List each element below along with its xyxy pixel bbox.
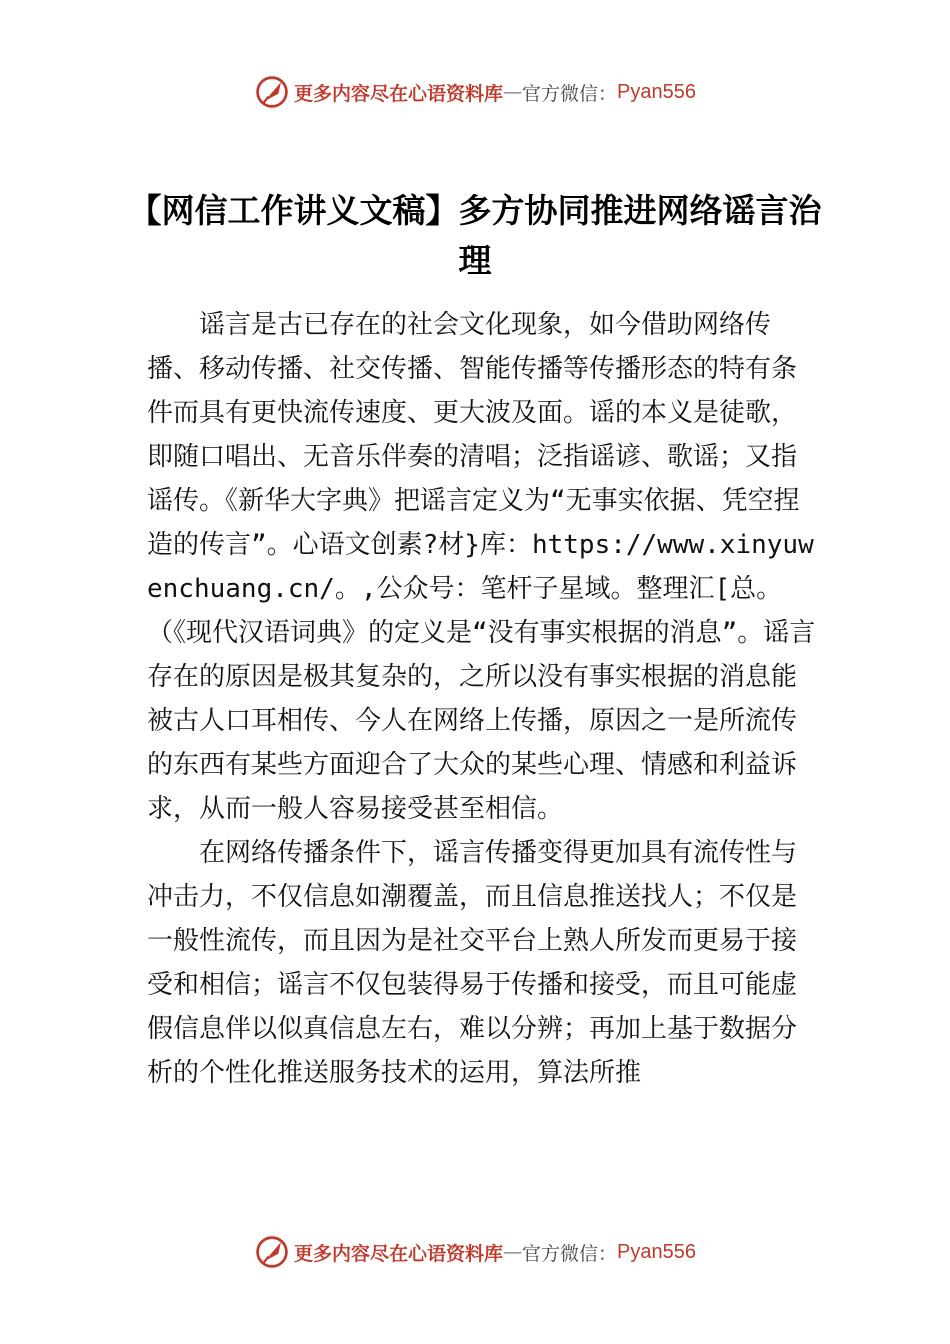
footer-contact-label: 官方微信： bbox=[522, 1242, 618, 1265]
document-title: 【网信工作讲义文稿】多方协同推进网络谣言治理 bbox=[128, 191, 822, 281]
footer-banner bbox=[0, 1232, 950, 1272]
body-paragraph-2: 在网络传播条件下，谣言传播变得更加具有流传性与冲击力，不仅信息如潮覆盖，而且信息推送找人；不仅是一般性流传，而且因为是社交平台上熟人所发而更易于接受和相信；谣言不仅包装得易于传播和接受，而且可能虚假信息伴以似真信息左右，难以分辨；再加上基于数据分析的个性化推送服务技术的运用，算法所推 bbox=[147, 838, 798, 1088]
header-banner bbox=[0, 72, 950, 112]
quill-logo-icon bbox=[254, 1234, 290, 1270]
document-body bbox=[147, 303, 819, 1095]
quill-logo-icon bbox=[254, 74, 290, 110]
header-promo-text: 更多内容尽在心语资料库 bbox=[294, 82, 504, 105]
header-contact-id: Pyan556 bbox=[617, 80, 696, 103]
footer-separator: — bbox=[503, 1241, 523, 1263]
header-separator: — bbox=[503, 81, 523, 103]
footer-promo-text: 更多内容尽在心语资料库 bbox=[294, 1242, 504, 1265]
header-contact-label: 官方微信： bbox=[522, 82, 618, 105]
body-paragraph-1: 谣言是古已存在的社会文化现象，如今借助网络传播、移动传播、社交传播、智能传播等传播形态的特有条件而具有更快流传速度、更大波及面。谣的本义是徒歌，即随口唱出、无音乐伴奏的清唱；泛指谣谚、歌谣；又指谣传。《新华大字典》把谣言定义为“无事实依据、凭空捏造的传言”。心语文创素?材}库：https://www.xinyuwenchuang.cn/。,公众号：笔杆子星域。整理汇[总。（《现代汉语词典》的定义是“没有事实根据的消息”。谣言存在的原因是极其复杂的，之所以没有事实根据的消息能被古人口耳相传、今人在网络上传播，原因之一是所流传的东西有某些方面迎合了大众的某些心理、情感和利益诉求，从而一般人容易接受甚至相信。 bbox=[147, 310, 816, 824]
footer-contact-id: Pyan556 bbox=[617, 1240, 696, 1263]
